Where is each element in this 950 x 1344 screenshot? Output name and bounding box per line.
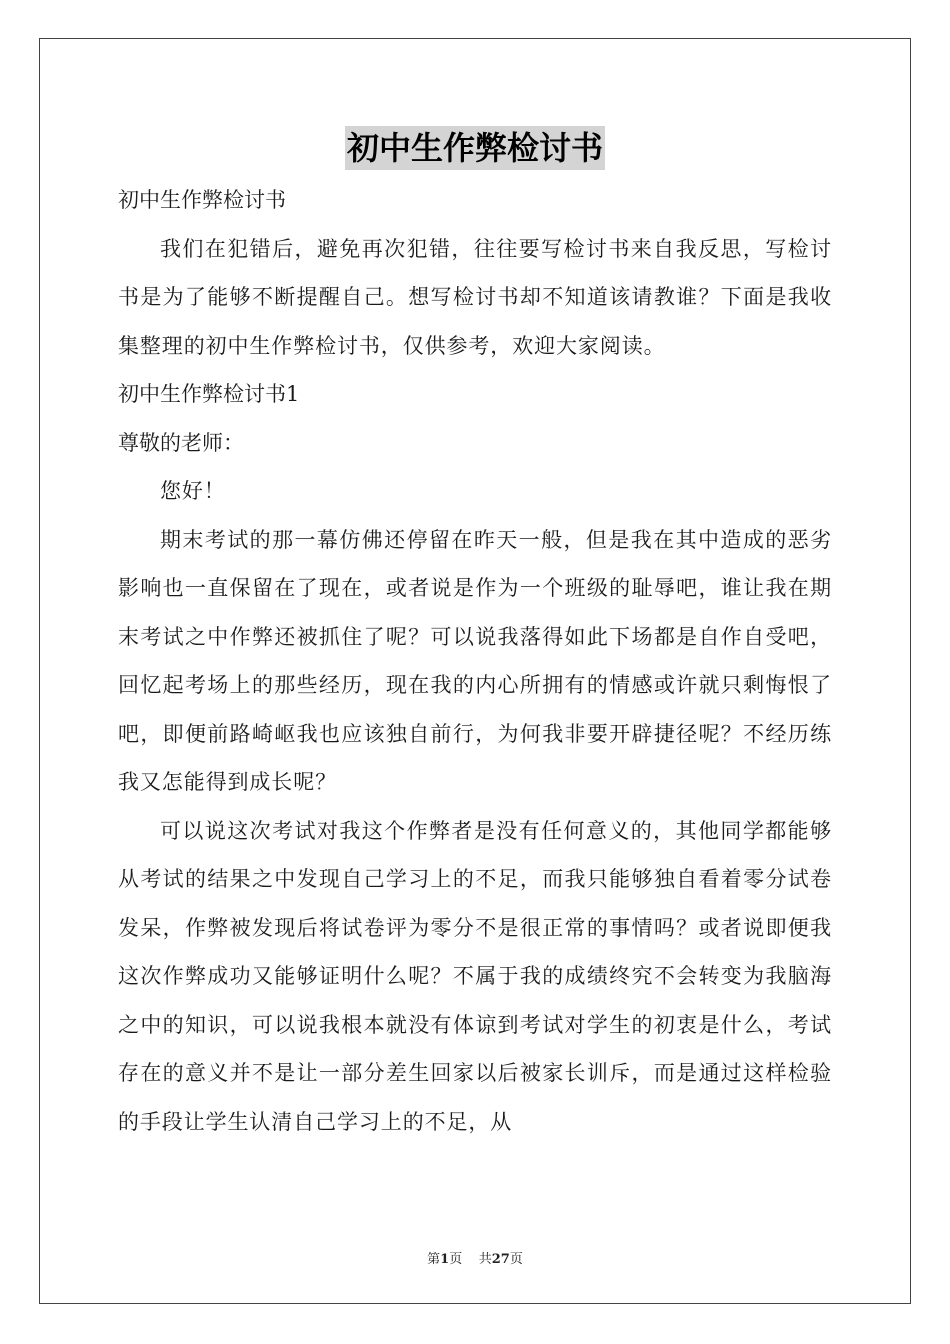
total-pages: 27	[491, 1252, 510, 1267]
intro-paragraph: 我们在犯错后，避免再次犯错，往往要写检讨书来自我反思，写检讨书是为了能够不断提醒自己。想写检讨书却不知道该请教谁？下面是我收集整理的初中生作弊检讨书，仅供参考，欢迎大家阅读。	[118, 236, 832, 358]
page-suffix: 页	[449, 1252, 463, 1267]
document-subtitle: 初中生作弊检讨书	[118, 188, 286, 212]
page-footer	[0, 1248, 950, 1267]
section-heading: 初中生作弊检讨书1	[118, 382, 300, 406]
body-paragraph: 期末考试的那一幕仿佛还停留在昨天一般，但是我在其中造成的恶劣影响也一直保留在了现在，或者说是作为一个班级的耻辱吧，谁让我在期末考试之中作弊还被抓住了呢？可以说我落得如此下场都是自作自受吧，回忆起考场上的那些经历，现在我的内心所拥有的情感或许就只剩悔恨了吧，即便前路崎岖我也应该独自前行，为何我非要开辟捷径呢？不经历练我又怎能得到成长呢？	[118, 527, 832, 794]
salutation: 尊敬的老师：	[118, 430, 244, 455]
total-suffix: 页	[509, 1252, 523, 1267]
document-body	[118, 176, 832, 1146]
body-paragraph: 可以说这次考试对我这个作弊者是没有任何意义的，其他同学都能够从考试的结果之中发现自己学习上的不足，而我只能够独自看着零分试卷发呆，作弊被发现后将试卷评为零分不是很正常的事情吗？或者说即便我这次作弊成功又能够证明什么呢？不属于我的成绩终究不会转变为我脑海之中的知识，可以说我根本就没有体谅到考试对学生的初衷是什么，考试存在的意义并不是让一部分差生回家以后被家长训斥，而是通过这样检验的手段让学生认清自己学习上的不足，从	[118, 818, 832, 1134]
greeting: 您好！	[160, 479, 226, 503]
page-number: 1	[440, 1252, 450, 1267]
page-prefix: 第	[427, 1252, 441, 1267]
total-prefix: 共	[478, 1252, 492, 1267]
document-title: 初中生作弊检讨书	[345, 126, 605, 170]
title-area	[0, 126, 950, 170]
